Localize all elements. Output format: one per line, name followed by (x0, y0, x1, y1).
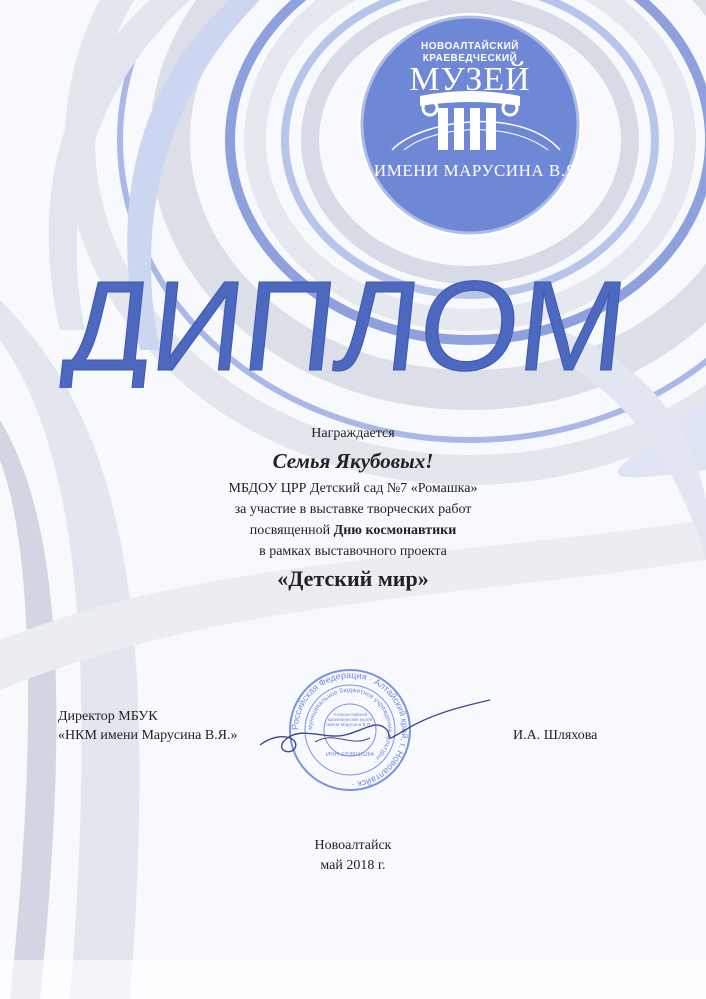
stamp-inner-text: муниципальное бюджетное учреждение культуры · (306, 686, 394, 765)
logo-museum: МУЗЕЙ (409, 61, 531, 98)
dedication-prefix: посвященной (249, 523, 334, 538)
logo-line1: НОВОАЛТАЙСКИЙ (421, 41, 519, 52)
director-position (58, 707, 238, 745)
footer-city: Новоалтайск (314, 838, 392, 853)
stamp-center-text: «Новоалтайский краеведческий музей имени Марусина В.Я.» (326, 712, 374, 727)
footer-date: май 2018 г. (320, 858, 386, 873)
signature-scribble (255, 690, 495, 760)
signer-name: И.А. Шляхова (513, 728, 598, 743)
stamp-inn: ИНН 2208010264 (325, 752, 375, 758)
dedication-bold: Дню космонавтики (333, 523, 457, 538)
organization: МБДОУ ЦРР Детский сад №7 «Ромашка» (228, 481, 478, 496)
museum-logo (350, 15, 590, 240)
awarded-label: Награждается (311, 426, 395, 441)
framework: в рамках выставочного проекта (259, 544, 447, 559)
project-name: «Детский мир» (277, 566, 429, 591)
stamp-outer-text: Российская Федерация · Алтайский край, г. Новоалтайск · (289, 669, 411, 790)
logo-line2: КРАЕВЕДЧЕСКИЙ (422, 53, 518, 64)
position-line2: «НКМ имени Марусина В.Я.» (58, 728, 238, 743)
logo-name: ИМЕНИ МАРУСИНА В.Я. (373, 161, 583, 180)
footer (0, 836, 706, 876)
position-line1: Директор МБУК (58, 709, 158, 724)
dedication (0, 523, 706, 539)
diploma-title (0, 258, 706, 393)
participation: за участие в выставке творческих работ (234, 502, 472, 517)
recipient-name: Семья Якубовых! (272, 449, 434, 473)
title-text: ДИПЛОМ (57, 258, 634, 388)
